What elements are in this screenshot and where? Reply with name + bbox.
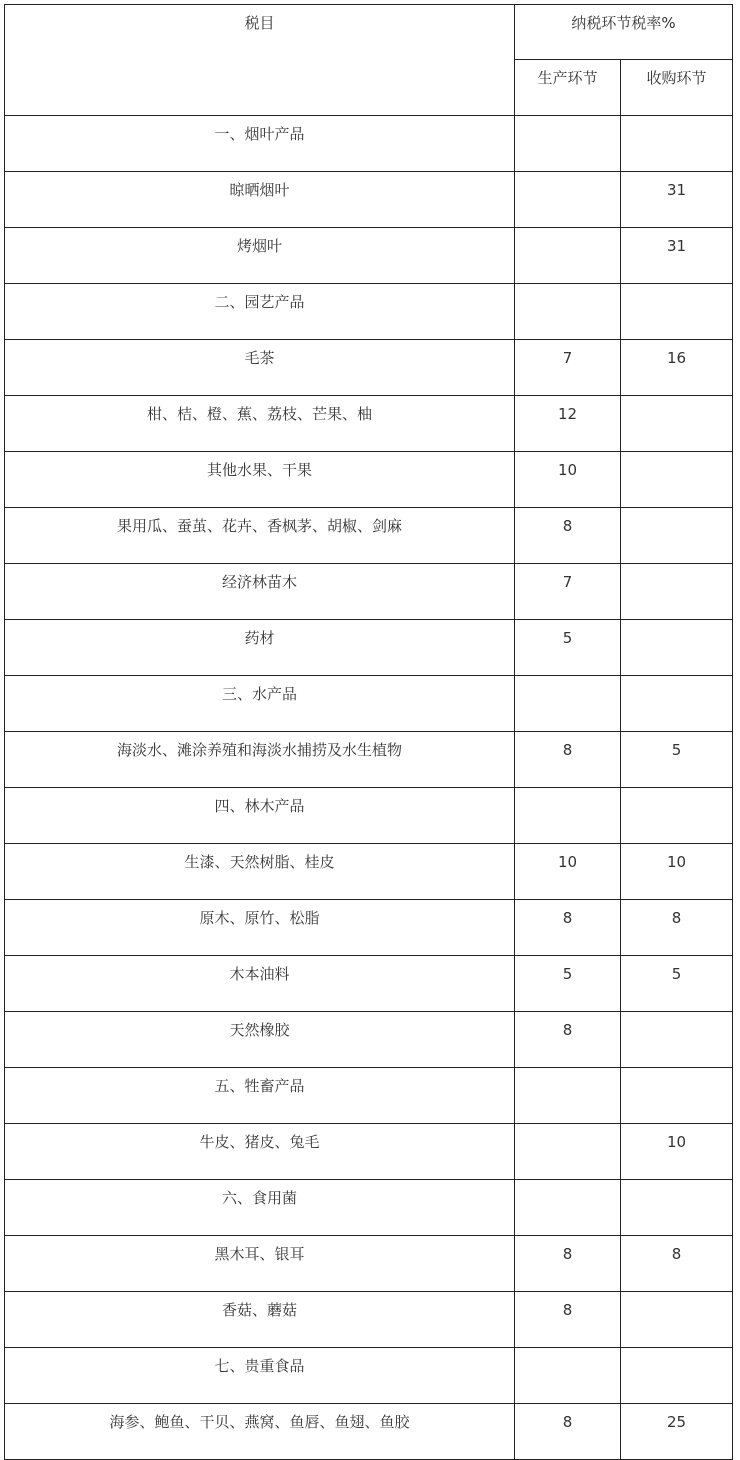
production-rate-cell xyxy=(515,1068,621,1124)
table-row xyxy=(5,340,733,396)
table-body xyxy=(5,5,733,1460)
purchase-rate-cell xyxy=(621,1292,733,1348)
production-rate-cell: 7 xyxy=(515,564,621,620)
production-rate-cell xyxy=(515,172,621,228)
production-rate-cell: 8 xyxy=(515,1292,621,1348)
table-row xyxy=(5,1292,733,1348)
table-row xyxy=(5,396,733,452)
production-rate-cell xyxy=(515,1180,621,1236)
purchase-rate-cell: 10 xyxy=(621,844,733,900)
production-rate-cell: 8 xyxy=(515,1236,621,1292)
table-row xyxy=(5,564,733,620)
purchase-rate-cell: 8 xyxy=(621,900,733,956)
purchase-rate-cell: 10 xyxy=(621,1124,733,1180)
production-rate-cell: 7 xyxy=(515,340,621,396)
item-cell: 原木、原竹、松脂 xyxy=(5,900,515,956)
production-rate-cell: 5 xyxy=(515,956,621,1012)
production-rate-cell xyxy=(515,1124,621,1180)
item-cell: 五、牲畜产品 xyxy=(5,1068,515,1124)
item-cell: 木本油料 xyxy=(5,956,515,1012)
production-rate-cell: 8 xyxy=(515,732,621,788)
item-cell: 烤烟叶 xyxy=(5,228,515,284)
item-cell: 牛皮、猪皮、兔毛 xyxy=(5,1124,515,1180)
purchase-rate-cell xyxy=(621,676,733,732)
purchase-rate-cell: 31 xyxy=(621,228,733,284)
header-production-cell: 生产环节 xyxy=(515,60,621,116)
item-cell: 黑木耳、银耳 xyxy=(5,1236,515,1292)
production-rate-cell: 8 xyxy=(515,1404,621,1460)
item-cell: 果用瓜、蚕茧、花卉、香枫茅、胡椒、剑麻 xyxy=(5,508,515,564)
production-rate-cell: 8 xyxy=(515,508,621,564)
item-cell: 二、园艺产品 xyxy=(5,284,515,340)
item-cell: 七、贵重食品 xyxy=(5,1348,515,1404)
production-rate-cell xyxy=(515,1348,621,1404)
item-cell: 一、烟叶产品 xyxy=(5,116,515,172)
production-rate-cell: 8 xyxy=(515,900,621,956)
header-item-cell: 税目 xyxy=(5,5,515,116)
purchase-rate-cell xyxy=(621,1348,733,1404)
production-rate-cell xyxy=(515,788,621,844)
table-row xyxy=(5,508,733,564)
table-row xyxy=(5,732,733,788)
item-cell: 毛茶 xyxy=(5,340,515,396)
purchase-rate-cell: 16 xyxy=(621,340,733,396)
table-row xyxy=(5,900,733,956)
purchase-rate-cell xyxy=(621,284,733,340)
purchase-rate-cell xyxy=(621,508,733,564)
production-rate-cell xyxy=(515,676,621,732)
purchase-rate-cell: 5 xyxy=(621,956,733,1012)
production-rate-cell xyxy=(515,284,621,340)
table-row xyxy=(5,1124,733,1180)
item-cell: 柑、桔、橙、蕉、荔枝、芒果、柚 xyxy=(5,396,515,452)
table-row xyxy=(5,228,733,284)
purchase-rate-cell: 31 xyxy=(621,172,733,228)
item-cell: 药材 xyxy=(5,620,515,676)
purchase-rate-cell xyxy=(621,788,733,844)
item-cell: 晾晒烟叶 xyxy=(5,172,515,228)
table-row xyxy=(5,1236,733,1292)
purchase-rate-cell xyxy=(621,1068,733,1124)
table-row xyxy=(5,1068,733,1124)
table-row xyxy=(5,620,733,676)
header-rate-group-cell: 纳税环节税率% xyxy=(515,5,733,60)
table-row xyxy=(5,844,733,900)
purchase-rate-cell xyxy=(621,452,733,508)
production-rate-cell: 12 xyxy=(515,396,621,452)
production-rate-cell xyxy=(515,116,621,172)
item-cell: 六、食用菌 xyxy=(5,1180,515,1236)
purchase-rate-cell xyxy=(621,1012,733,1068)
item-cell: 天然橡胶 xyxy=(5,1012,515,1068)
table-row xyxy=(5,676,733,732)
item-cell: 三、水产品 xyxy=(5,676,515,732)
table-row xyxy=(5,1012,733,1068)
purchase-rate-cell: 5 xyxy=(621,732,733,788)
item-cell: 生漆、天然树脂、桂皮 xyxy=(5,844,515,900)
item-cell: 海参、鲍鱼、干贝、燕窝、鱼唇、鱼翅、鱼胶 xyxy=(5,1404,515,1460)
tax-rate-table xyxy=(4,4,733,1460)
item-cell: 海淡水、滩涂养殖和海淡水捕捞及水生植物 xyxy=(5,732,515,788)
purchase-rate-cell: 25 xyxy=(621,1404,733,1460)
purchase-rate-cell: 8 xyxy=(621,1236,733,1292)
item-cell: 香菇、蘑菇 xyxy=(5,1292,515,1348)
production-rate-cell xyxy=(515,228,621,284)
item-cell: 四、林木产品 xyxy=(5,788,515,844)
production-rate-cell: 10 xyxy=(515,452,621,508)
table-row xyxy=(5,956,733,1012)
table-row xyxy=(5,284,733,340)
purchase-rate-cell xyxy=(621,116,733,172)
purchase-rate-cell xyxy=(621,1180,733,1236)
table-row xyxy=(5,1348,733,1404)
table-row xyxy=(5,1404,733,1460)
item-cell: 经济林苗木 xyxy=(5,564,515,620)
table-row xyxy=(5,116,733,172)
table-row xyxy=(5,788,733,844)
header-purchase-cell: 收购环节 xyxy=(621,60,733,116)
purchase-rate-cell xyxy=(621,620,733,676)
table-row xyxy=(5,1180,733,1236)
item-cell: 其他水果、干果 xyxy=(5,452,515,508)
table-row xyxy=(5,172,733,228)
table-row xyxy=(5,452,733,508)
production-rate-cell: 5 xyxy=(515,620,621,676)
production-rate-cell: 8 xyxy=(515,1012,621,1068)
production-rate-cell: 10 xyxy=(515,844,621,900)
header-row xyxy=(5,5,733,60)
purchase-rate-cell xyxy=(621,396,733,452)
purchase-rate-cell xyxy=(621,564,733,620)
